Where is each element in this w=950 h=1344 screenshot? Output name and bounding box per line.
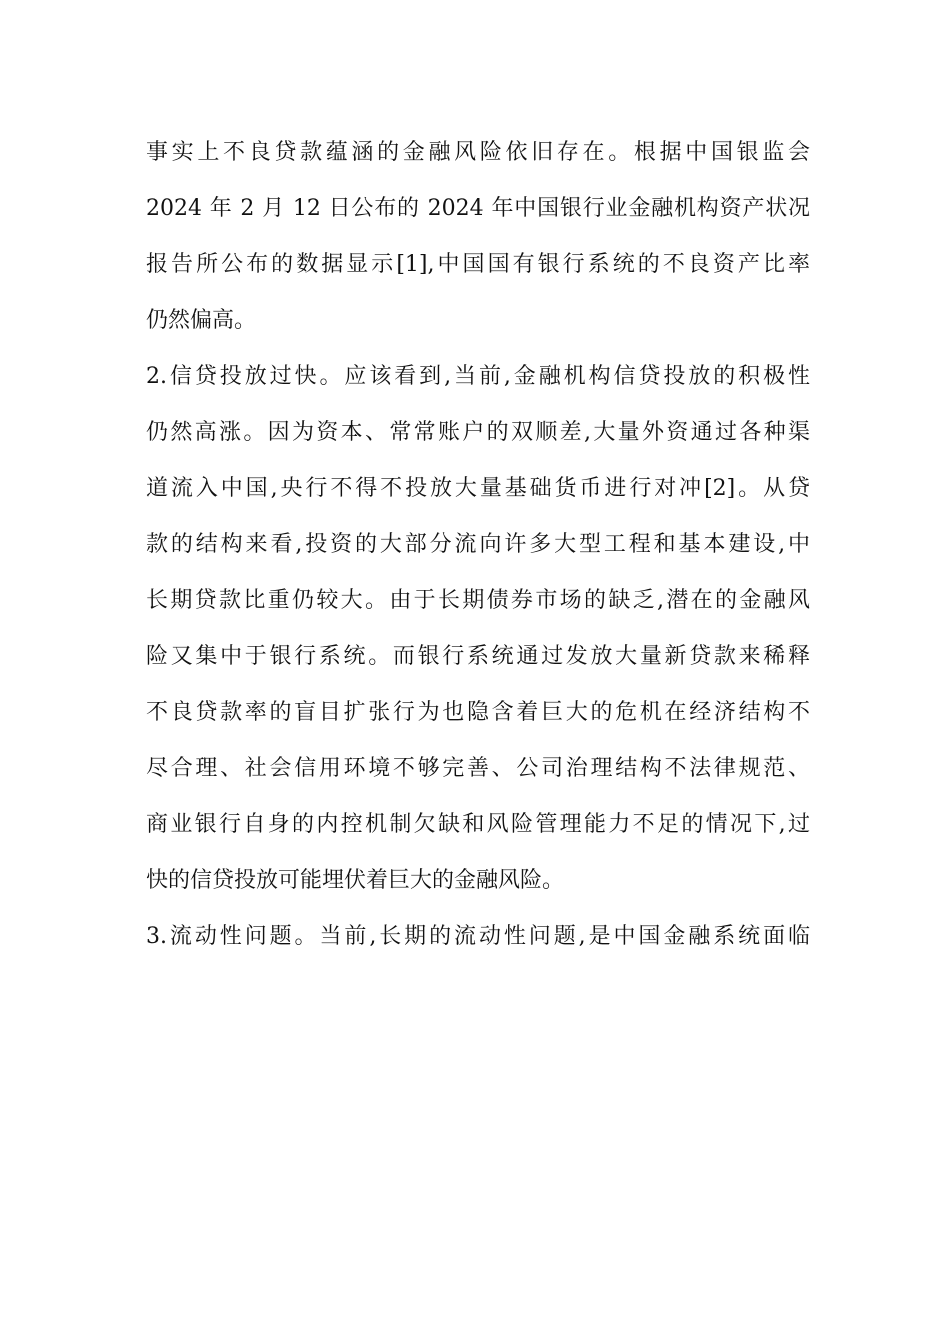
text-line: 道流入中国,央行不得不投放大量基础货币进行对冲[2]。从贷 [146, 476, 810, 501]
text-line: 2.信贷投放过快。应该看到,当前,金融机构信贷投放的积极性 [146, 364, 810, 389]
text-line: 仍然高涨。因为资本、常常账户的双顺差,大量外资通过各种渠 [146, 420, 810, 445]
text-line: 2024 年 2 月 12 日公布的 2024 年中国银行业金融机构资产状况 [146, 196, 810, 221]
text-line: 报告所公布的数据显示[1],中国国有银行系统的不良资产比率 [146, 252, 810, 277]
text-line: 尽合理、社会信用环境不够完善、公司治理结构不法律规范、 [146, 756, 810, 781]
text-line: 仍然偏高。 [146, 308, 257, 333]
text-line: 险又集中于银行系统。而银行系统通过发放大量新贷款来稀释 [146, 644, 810, 669]
body-text [146, 129, 810, 969]
text-line: 不良贷款率的盲目扩张行为也隐含着巨大的危机在经济结构不 [146, 700, 810, 725]
text-line: 事实上不良贷款蕴涵的金融风险依旧存在。根据中国银监会 [146, 140, 810, 165]
text-line: 快的信贷投放可能埋伏着巨大的金融风险。 [146, 868, 565, 893]
text-line: 长期贷款比重仍较大。由于长期债券市场的缺乏,潜在的金融风 [146, 588, 810, 613]
text-line: 商业银行自身的内控机制欠缺和风险管理能力不足的情况下,过 [146, 812, 810, 837]
text-line: 3.流动性问题。当前,长期的流动性问题,是中国金融系统面临 [146, 924, 810, 949]
text-line: 款的结构来看,投资的大部分流向许多大型工程和基本建设,中 [146, 532, 810, 557]
